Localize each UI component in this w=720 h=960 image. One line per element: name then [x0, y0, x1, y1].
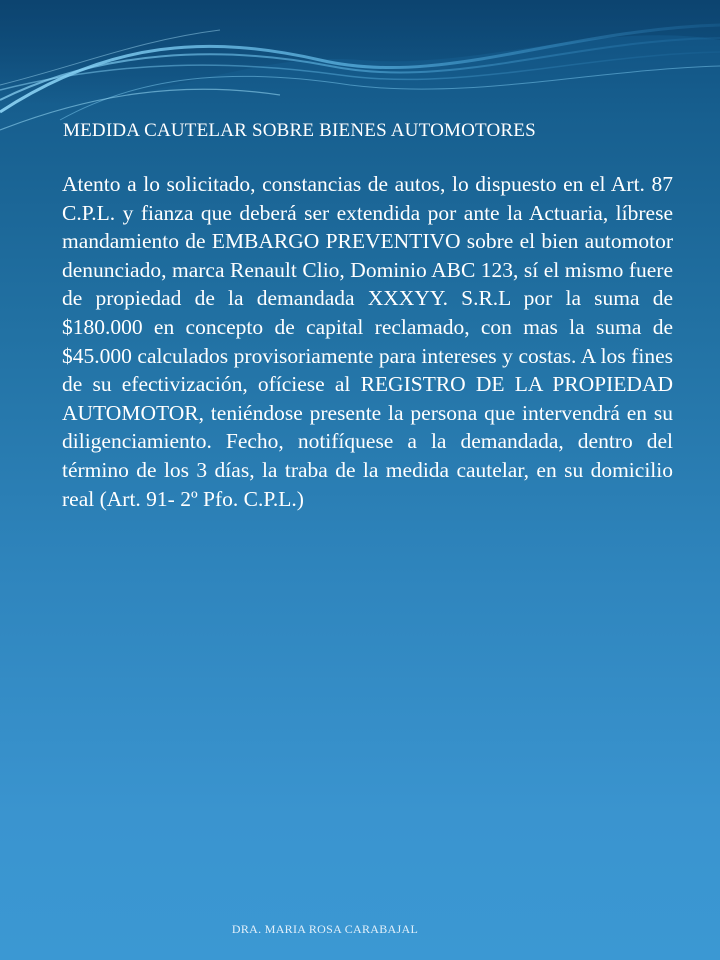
slide-body-text: Atento a lo solicitado, constancias de autos, lo dispuesto en el Art. 87 C.P.L. y fianza que deberá ser extendida por ante la Actuaria, líbrese mandamiento de EMBARGO PREVENTIVO sobre el bien automotor denunciado, marca Renault Clio, Dominio ABC 123, sí el mismo fuere de propiedad de la demandada XXXYY. S.R.L por la suma de $180.000 en concepto de capital reclamado, con mas la suma de $45.000 calculados provisoriamente para intereses y costas. A los fines de su efectivización, ofíciese al REGISTRO DE LA PROPIEDAD AUTOMOTOR, teniéndose presente la persona que intervendrá en su diligenciamiento. Fecho, notifíquese a la demandada, dentro del término de los 3 días, la traba de la medida cautelar, en su domicilio real (Art. 91- 2º Pfo. C.P.L.)	[62, 172, 673, 511]
slide-footer-author: DRA. MARIA ROSA CARABAJAL	[231, 922, 419, 936]
slide-title: MEDIDA CAUTELAR SOBRE BIENES AUTOMOTORES	[63, 120, 536, 141]
